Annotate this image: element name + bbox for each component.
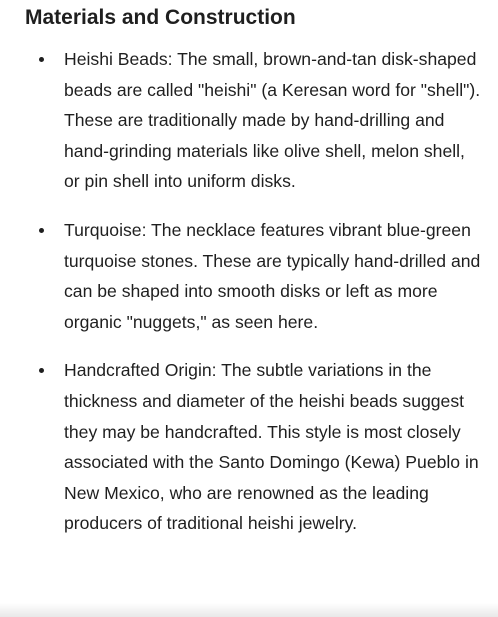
bullet-dot-icon — [39, 57, 44, 62]
list-item-term: Handcrafted Origin: — [64, 360, 217, 381]
bullet-dot-icon — [39, 228, 44, 233]
list-item — [0, 44, 498, 197]
list-item — [0, 215, 498, 337]
list-item-body: The subtle variations in the thickness and diameter of the heishi beads suggest they may be handcrafted. This style is most closely associated with the Santo Domingo (Kewa) Pueblo in New Mexico, who are renowned as the leading producers of traditional heishi jewelry. — [64, 360, 479, 534]
section-heading: Materials and Construction — [25, 6, 296, 29]
list-item-term: Heishi Beads: — [64, 49, 173, 69]
bottom-fade — [0, 603, 498, 617]
bullet-list — [0, 44, 498, 557]
list-item-text — [64, 44, 482, 197]
list-item-text — [64, 355, 482, 539]
list-item — [0, 355, 498, 539]
bullet-dot-icon — [39, 368, 44, 373]
list-item-term: Turquoise: — [64, 219, 147, 240]
list-item-body: The small, brown-and-tan disk-shaped beads are called "heishi" (a Keresan word for "shell"). These are traditionally made by hand-drilling and hand-grinding materials like olive shell, melon shell, or pin shell into uniform disks. — [64, 49, 481, 192]
list-item-body: The necklace features vibrant blue-green turquoise stones. These are typically hand-drilled and can be shaped into smooth disks or left as more organic "nuggets," as seen here. — [64, 219, 481, 332]
list-item-text — [64, 215, 482, 337]
